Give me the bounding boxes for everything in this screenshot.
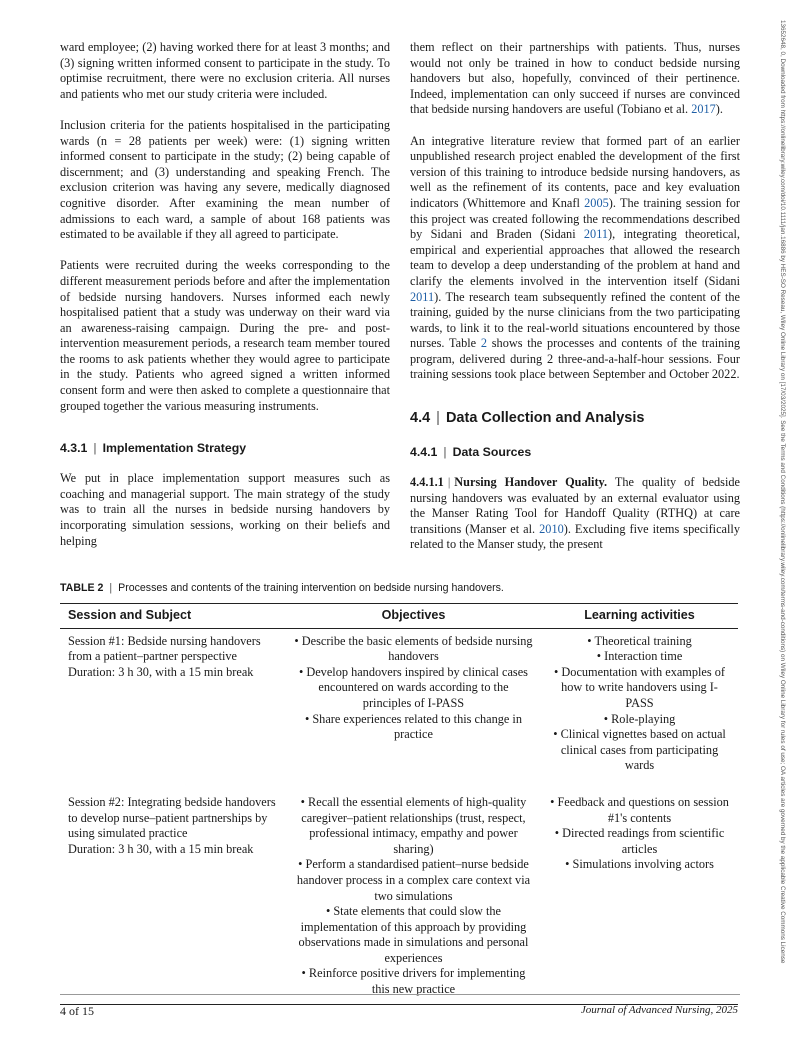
table-link[interactable]: 2 <box>480 336 488 351</box>
objective-item: • Recall the essential elements of high-quality caregiver–patient relationships (trust, respect, professional intimacy, empathy and power sharing) <box>300 794 527 856</box>
activity-item: • Interaction time <box>596 649 683 664</box>
citation-link[interactable]: 2011 <box>583 227 609 242</box>
heading-separator: | <box>436 410 440 427</box>
heading-separator: | <box>447 475 451 490</box>
section-heading-4-4 <box>410 409 740 427</box>
session-duration: Duration: 3 h 30, with a 15 min break <box>68 664 254 679</box>
paragraph: Patients were recruited during the weeks corresponding to the different measurement periods before and after the implementation of bedside nursing handovers. Nurses informed each newly hospitalised patient that a study was underway on their ward via an awareness-raising campaign. During the pre- and post-intervention measurement periods, a research team member toured the rooms to ask patients whether they would agree to participate in the study. Patients who agreed signed a written informed consent form and were then asked to complete a questionnaire that grouped together the various measuring instruments. <box>60 258 390 413</box>
table-caption <box>60 582 740 594</box>
citation-link[interactable]: 2005 <box>584 195 609 210</box>
session-subject: Session #1: Bedside nursing handovers from a patient–partner perspective <box>68 633 261 664</box>
citation-link[interactable]: 2017 <box>691 102 716 117</box>
session-subject: Session #2: Integrating bedside handovers to develop nurse–patient partnerships by using simulated practice <box>68 794 276 841</box>
section-heading-4-4-1 <box>410 444 740 460</box>
inline-heading-title: Nursing Handover Quality. <box>454 475 608 490</box>
activities-cell <box>541 790 738 1004</box>
text: ). The research team subsequently refined the content of the training, guided by the nurse clinicians from the two participating wards, to link it to the real-world situations encountered by those nurses. Table <box>410 289 740 351</box>
heading-separator: | <box>443 445 447 460</box>
left-column <box>60 40 390 549</box>
table-header-row <box>60 604 738 629</box>
right-column <box>410 40 740 553</box>
section-number: 4.4 <box>410 410 431 427</box>
section-title: Data Collection and Analysis <box>445 410 645 427</box>
footer-divider <box>60 994 740 995</box>
text: ). <box>715 102 723 117</box>
objective-item: • Describe the basic elements of bedside nursing handovers <box>294 633 533 664</box>
table <box>60 603 738 1005</box>
activity-item: • Directed readings from scientific articles <box>554 826 725 856</box>
session-cell <box>60 628 286 790</box>
session-cell <box>60 790 286 1004</box>
paragraph <box>410 475 740 553</box>
objective-item: • Share experiences related to this change in practice <box>304 711 522 742</box>
section-number: 4.3.1 <box>60 441 88 456</box>
section-number: 4.4.1 <box>410 445 438 460</box>
activity-item: • Clinical vignettes based on actual clinical cases from participating wards <box>553 727 726 773</box>
objective-item: • State elements that could slow the implementation of this approach by providing observations made in simulations and personal experiences <box>298 904 529 965</box>
objective-item: • Perform a standardised patient–nurse bedside handover process in a complex care context via two simulations <box>296 857 531 903</box>
paragraph: ward employee; (2) having worked there for at least 3 months; and (3) signing written informed consent to participate in the study. To optimise recruitment, there were no exclusion criteria. All nurses and patients who met our study criteria were included. <box>60 40 390 101</box>
journal-name: Journal of Advanced Nursing, 2025 <box>580 1004 738 1016</box>
objectives-cell <box>286 628 541 790</box>
caption-text: Processes and contents of the training intervention on bedside nursing handovers. <box>118 582 504 594</box>
paragraph <box>410 134 740 384</box>
training-table <box>60 603 738 1005</box>
objectives-cell <box>286 790 541 1004</box>
caption-separator: | <box>109 582 113 594</box>
paragraph: We put in place implementation support measures such as coaching and managerial support. The main strategy of the study was to train all the nurses in bedside nursing handovers by incorporating simulation sessions, working on their beliefs and helping <box>60 471 390 548</box>
paragraph: Inclusion criteria for the patients hospitalised in the participating wards (n = 28 patients per week) were: (1) signing written informed consent to participate in the study; (2) being capable of discernment; and (3) understanding and speaking French. The exclusion criterion was having any severe, medically diagnosed cognitive disorder. After examining the mean number of admissions to each ward, a sample of about 168 patients was estimated to be available if they all agreed to participate. <box>60 117 390 242</box>
section-title: Implementation Strategy <box>102 441 247 456</box>
table-label: TABLE 2 <box>60 582 104 594</box>
activities-cell <box>541 628 738 790</box>
citation-link[interactable]: 2011 <box>410 289 435 304</box>
text: them reflect on their partnerships with patients. Thus, nurses would not only be trained in how to conduct bedside nursing handovers but also, hopefully, convinced of their pertinence. Indeed, implementation can only succeed if nurses are convinced that bedside nursing handovers are useful (Tobiano et al. <box>410 40 740 117</box>
activity-item: • Feedback and questions on session #1's contents <box>550 794 729 825</box>
column-header: Objectives <box>286 604 541 629</box>
table-row <box>60 790 738 1004</box>
paragraph <box>410 40 740 118</box>
text: ). Excluding five items specifically related to the Manser study, the present <box>410 521 740 552</box>
section-heading-4-3-1 <box>60 440 390 456</box>
text: ), integrating theoretical, empirical and experiential approaches that allowed the research team to develop a deep understanding of the problem at hand and clarify the elements involved in the intervention itself (Sidani <box>410 227 740 288</box>
text: shows the processes and contents of the training program, delivered during 2 three-and-a-half-hour sessions. Four training sessions took place between September and October 2022. <box>410 336 740 382</box>
activity-item: • Documentation with examples of how to write handovers using I-PASS <box>554 664 725 710</box>
download-side-note: 13652648, 0, Downloaded from https://onlinelibrary.wiley.com/doi/10.1111/jan.16886 by HES-SO Reseau, Wiley Online Library on [17/03/2025]. See the Terms and Conditions (https://onlinelibrary.wiley.com/terms-and-conditions) on Wiley Online Library for rules of use; OA articles are governed by the applicable Creative Commons License <box>779 20 786 964</box>
objective-item: • Develop handovers inspired by clinical cases encountered on wards according to the principles of I-PASS <box>298 664 528 710</box>
objective-item: • Reinforce positive drivers for implementing this new practice <box>301 966 526 997</box>
text: The quality of bedside nursing handovers was evaluated by an external evaluator using the Manser Rating Tool for Handoff Quality (RTHQ) at care transitions (Manser et al. <box>410 475 740 536</box>
activity-item: • Role-playing <box>603 711 676 726</box>
column-header: Learning activities <box>541 604 738 629</box>
inline-heading-number: 4.4.1.1 <box>410 475 444 490</box>
citation-link[interactable]: 2010 <box>539 521 564 536</box>
activity-item: • Simulations involving actors <box>565 857 714 872</box>
activity-item: • Theoretical training <box>587 633 692 648</box>
column-header: Session and Subject <box>60 604 286 629</box>
page-number: 4 of 15 <box>60 1004 94 1018</box>
section-title: Data Sources <box>452 445 532 460</box>
heading-separator: | <box>93 441 97 456</box>
text: An integrative literature review that formed part of an earlier unpublished research project enabled the development of the first version of this training to introduce bedside nursing handovers, as well as the refinement of its contents, pace and key evaluation indicators (Whittemore and Knafl <box>410 133 740 210</box>
table-row <box>60 628 738 790</box>
text: ). The training session for this project was created following the recommendations described by Sidani and Braden (Sidani <box>410 195 740 242</box>
session-duration: Duration: 3 h 30, with a 15 min break <box>68 841 254 856</box>
